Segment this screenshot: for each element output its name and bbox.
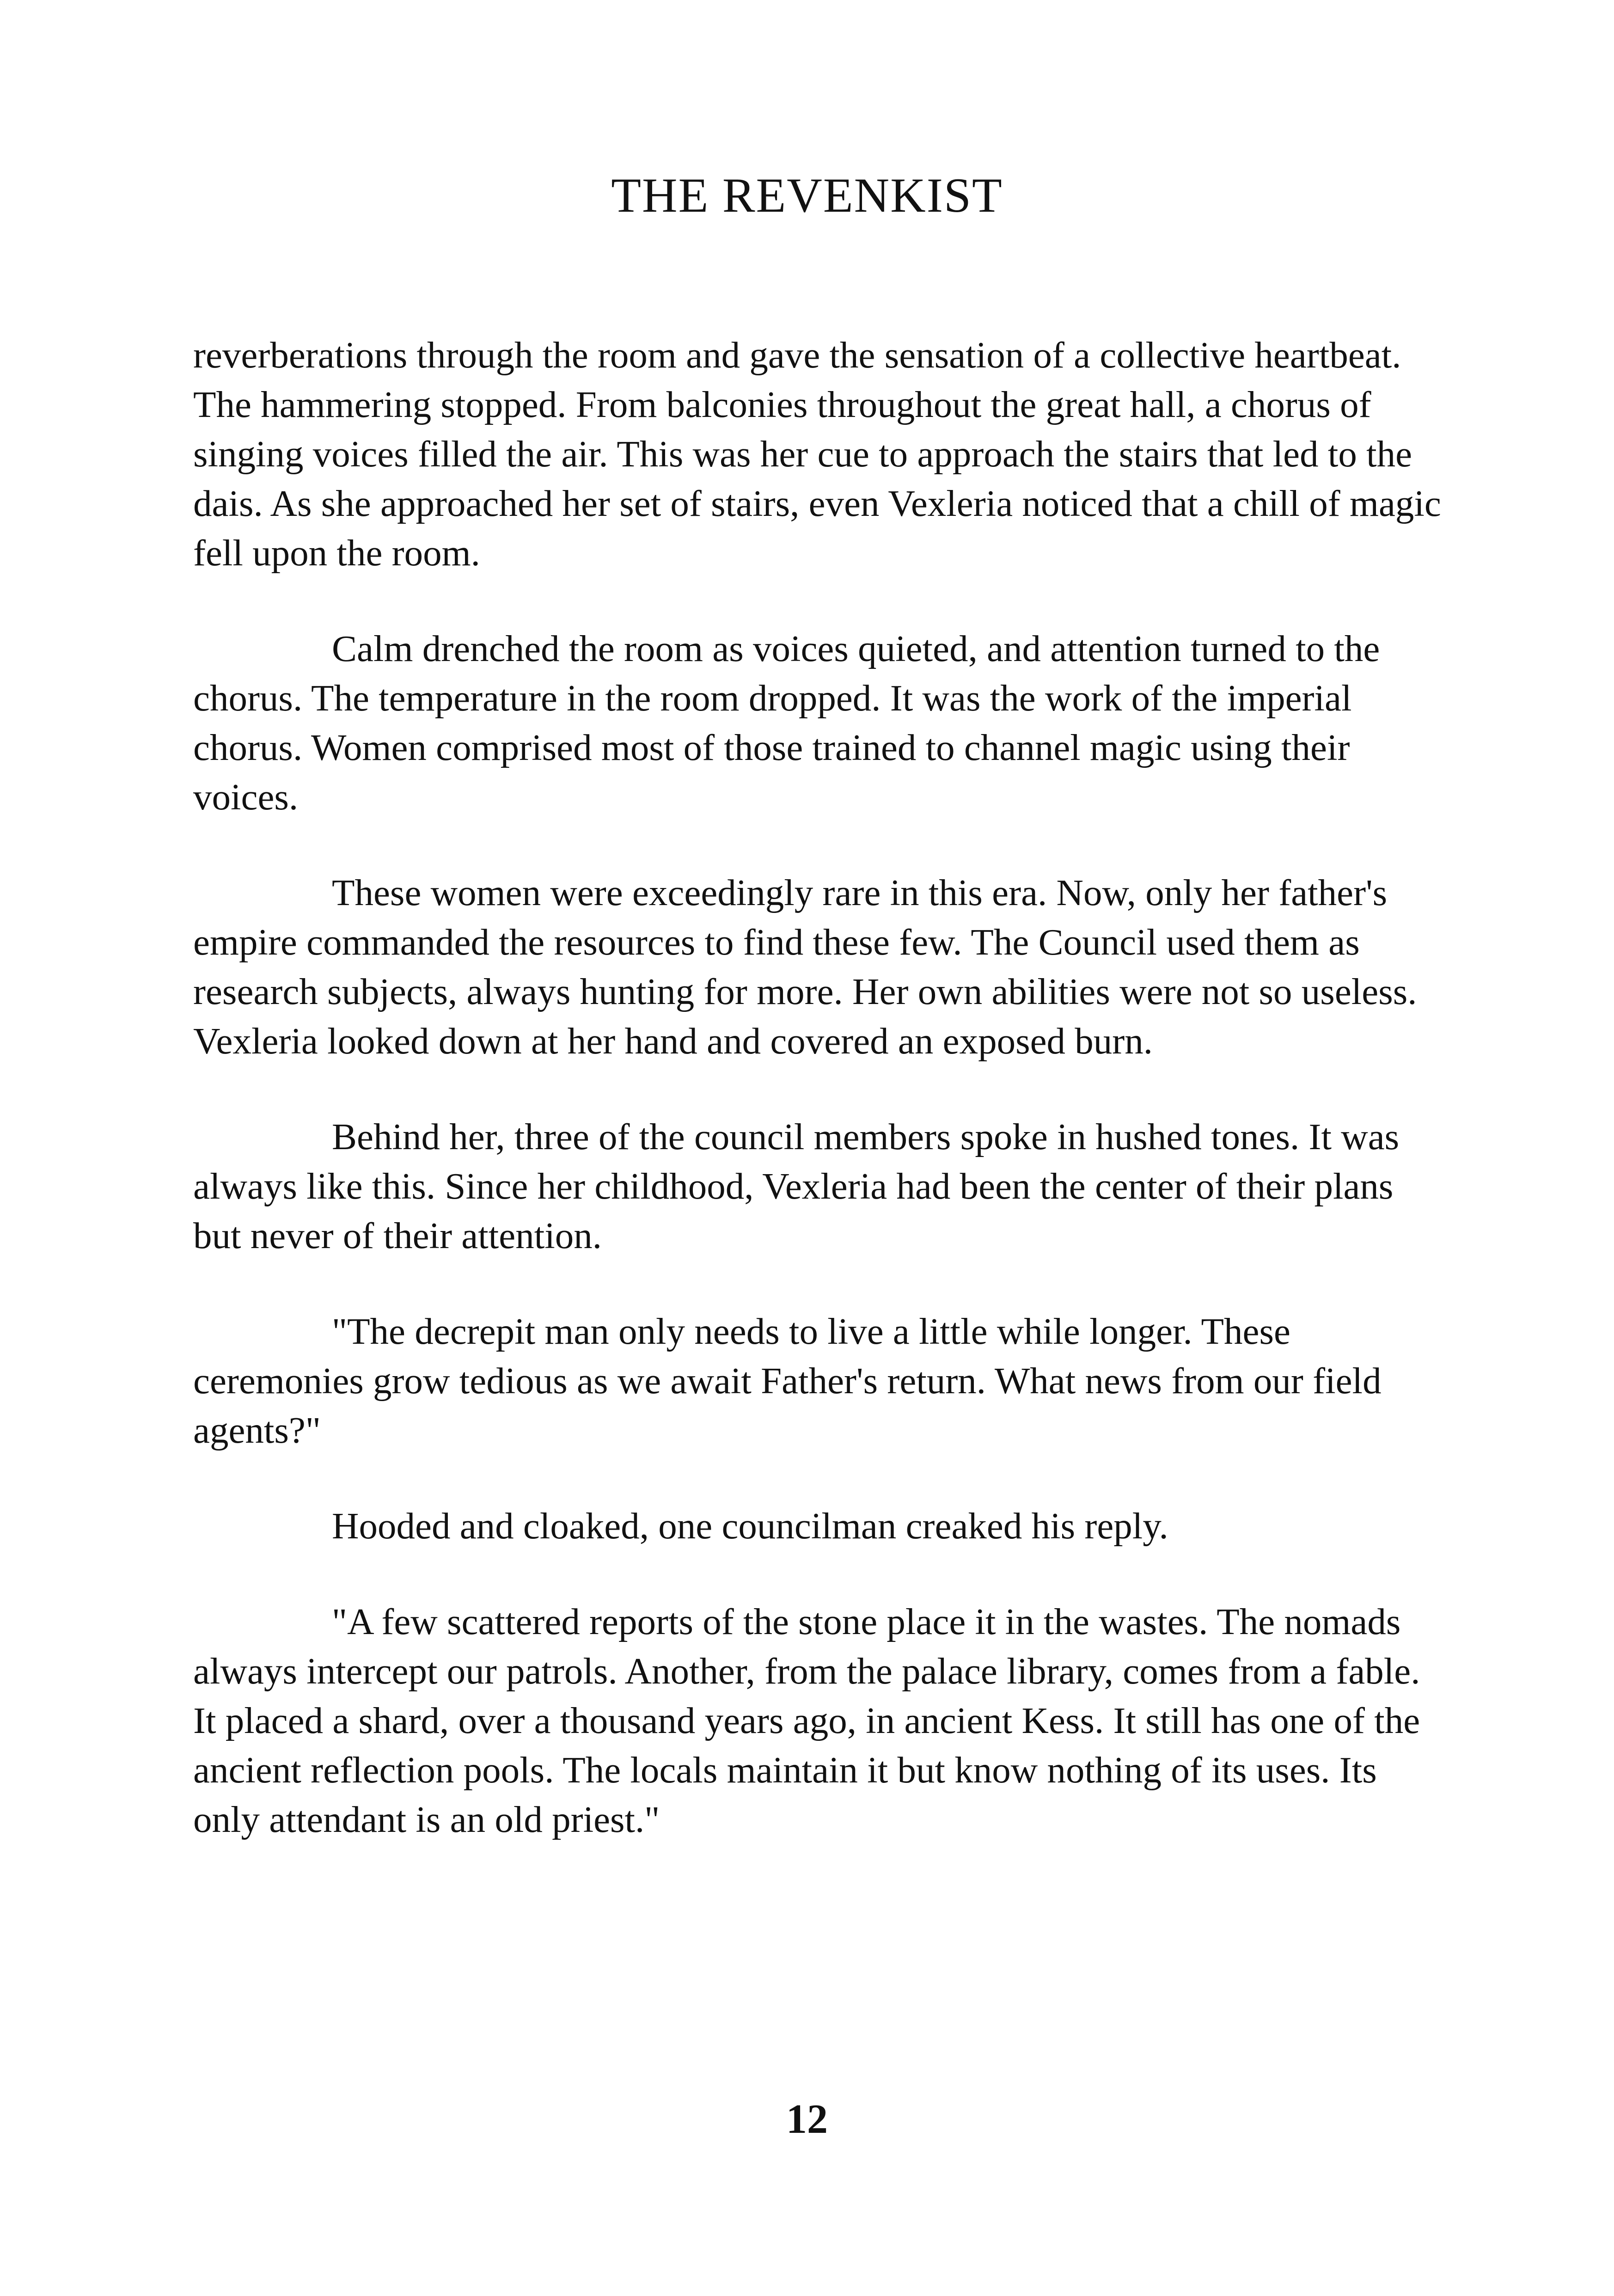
page-number: 12 [786, 2096, 828, 2142]
body-text [193, 331, 1441, 1891]
running-head-title: THE REVENKIST [611, 168, 1003, 222]
paragraph-5: "The decrepit man only needs to live a little while longer. These ceremonies grow tedious as we await Father's return. What news from our field agents?" [193, 1310, 1382, 1451]
paragraph-3: These women were exceedingly rare in this era. Now, only her father's empire commanded the resources to find these few. The Council used them as research subjects, always hunting for more. Her own abilities were not so useless. Vexleria looked down at her hand and covered an exposed burn. [193, 872, 1417, 1062]
paragraph-2: Calm drenched the room as voices quieted, and attention turned to the chorus. The temperature in the room dropped. It was the work of the imperial chorus. Women comprised most of those trained to channel magic using their voices. [193, 628, 1380, 818]
paragraph-6: Hooded and cloaked, one councilman creaked his reply. [332, 1505, 1168, 1547]
paragraph-1: reverberations through the room and gave the sensation of a collective heartbeat. The hammering stopped. From balconies throughout the great hall, a chorus of singing voices filled the air. This was her cue to approach the stairs that led to the dais. As she approached her set of stairs, even Vexleria noticed that a chill of magic fell upon the room. [193, 334, 1441, 574]
paragraph-7: "A few scattered reports of the stone place it in the wastes. The nomads always intercept our patrols. Another, from the palace library, comes from a fable. It placed a shard, over a thousand years ago, in ancient Kess. It still has one of the ancient reflection pools. The locals maintain it but know nothing of its uses. Its only attendant is an old priest." [193, 1601, 1420, 1840]
paragraph-4: Behind her, three of the council members spoke in hushed tones. It was always like this. Since her childhood, Vexleria had been the center of their plans but never of their attention. [193, 1116, 1400, 1256]
